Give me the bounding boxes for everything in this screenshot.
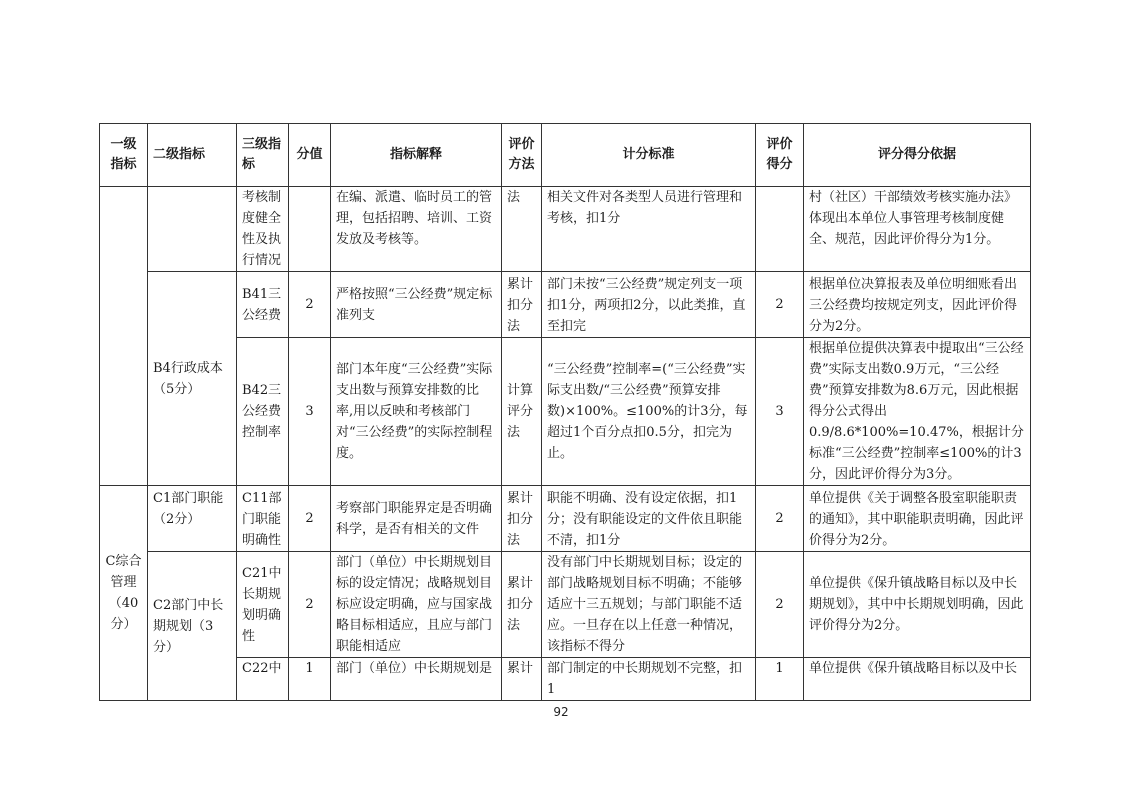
eval-score-cell [756, 187, 804, 272]
standard-cell: 部门未按“三公经费”规定列支一项扣1分，两项扣2分，以此类推，直至扣完 [542, 272, 756, 338]
header-l3: 三级指标 [237, 124, 289, 187]
l3-cell: C21中长期规划明确性 [237, 552, 289, 658]
explanation-cell: 考察部门职能界定是否明确科学，是否有相关的文件 [331, 486, 502, 552]
basis-cell: 村（社区）干部绩效考核实施办法》体现出本单位人事管理考核制度健全、规范，因此评价得分为1分。 [804, 187, 1031, 272]
table-row [100, 272, 1031, 338]
method-cell: 累计扣分法 [502, 486, 542, 552]
header-l1: 一级指标 [100, 124, 148, 187]
standard-cell: 职能不明确、没有设定依据，扣1分；没有职能设定的文件依且职能不清，扣1分 [542, 486, 756, 552]
header-standard: 计分标准 [542, 124, 756, 187]
eval-score-cell: 2 [756, 486, 804, 552]
basis-cell: 根据单位决算报表及单位明细账看出三公经费均按规定列支，因此评价得分为2分。 [804, 272, 1031, 338]
header-explanation: 指标解释 [331, 124, 502, 187]
page-number: 92 [553, 705, 569, 719]
eval-score-cell: 2 [756, 272, 804, 338]
l1-cell-b [100, 187, 148, 486]
header-l2: 二级指标 [148, 124, 237, 187]
explanation-cell: 部门（单位）中长期规划目标的设定情况；战略规划目标应设定明确，应与国家战略目标相适应，且应与部门职能相适应 [331, 552, 502, 658]
l2-cell-c1: C1部门职能（2分） [148, 486, 237, 552]
eval-score-cell: 3 [756, 338, 804, 486]
explanation-cell: 部门本年度“三公经费”实际支出数与预算安排数的比率,用以反映和考核部门对“三公经费”的实际控制程度。 [331, 338, 502, 486]
standard-cell: 部门制定的中长期规划不完整，扣1 [542, 658, 756, 701]
header-basis: 评分得分依据 [804, 124, 1031, 187]
table-row [100, 338, 1031, 486]
standard-cell: “三公经费”控制率=(“三公经费”实际支出数/“三公经费”预算安排数)×100%。≤100%的计3分，每超过1个百分点扣0.5分，扣完为止。 [542, 338, 756, 486]
table-row [100, 486, 1031, 552]
score-cell: 2 [289, 486, 331, 552]
explanation-cell: 在编、派遣、临时员工的管理，包括招聘、培训、工资发放及考核等。 [331, 187, 502, 272]
l2-cell-c2: C2部门中长期规划（3分） [148, 552, 237, 701]
basis-cell: 单位提供《保升镇战略目标以及中长 [804, 658, 1031, 701]
score-cell [289, 187, 331, 272]
header-row [100, 124, 1031, 187]
header-eval-score: 评价得分 [756, 124, 804, 187]
l3-cell: C22中 [237, 658, 289, 701]
l1-cell-c: C综合管理（40分） [100, 486, 148, 701]
score-cell: 2 [289, 552, 331, 658]
l3-cell: C11部门职能明确性 [237, 486, 289, 552]
basis-cell: 单位提供《关于调整各股室职能职责的通知》，其中职能职责明确，因此评价得分为2分。 [804, 486, 1031, 552]
method-cell: 累计扣分法 [502, 552, 542, 658]
explanation-cell: 严格按照“三公经费”规定标准列支 [331, 272, 502, 338]
method-cell: 计算评分法 [502, 338, 542, 486]
l2-cell-b4: B4行政成本（5分） [148, 272, 237, 486]
header-score: 分值 [289, 124, 331, 187]
explanation-cell: 部门（单位）中长期规划是 [331, 658, 502, 701]
standard-cell: 没有部门中长期规划目标；设定的部门战略规划目标不明确；不能够适应十三五规划；与部门职能不适应。一旦存在以上任意一种情况，该指标不得分 [542, 552, 756, 658]
score-cell: 3 [289, 338, 331, 486]
l3-cell: B42三公经费控制率 [237, 338, 289, 486]
performance-evaluation-table [99, 123, 1031, 701]
header-method: 评价方法 [502, 124, 542, 187]
method-cell: 法 [502, 187, 542, 272]
table-row [100, 187, 1031, 272]
l3-cell: B41三公经费 [237, 272, 289, 338]
basis-cell: 根据单位提供决算表中提取出“三公经费”实际支出数0.9万元，“三公经费”预算安排数为8.6万元，因此根据得分公式得出0.9/8.6*100%=10.47%，根据计分标准“三公经费”控制率≤100%的计3分，因此评价得分为3分。 [804, 338, 1031, 486]
table-row [100, 658, 1031, 701]
l2-cell-b-cont [148, 187, 237, 272]
standard-cell: 相关文件对各类型人员进行管理和考核，扣1分 [542, 187, 756, 272]
eval-score-cell: 1 [756, 658, 804, 701]
score-cell: 2 [289, 272, 331, 338]
eval-score-cell: 2 [756, 552, 804, 658]
l3-cell: 考核制度健全性及执行情况 [237, 187, 289, 272]
method-cell: 累计扣分法 [502, 272, 542, 338]
method-cell: 累计 [502, 658, 542, 701]
score-cell: 1 [289, 658, 331, 701]
basis-cell: 单位提供《保升镇战略目标以及中长期规划》，其中中长期规划明确，因此评价得分为2分。 [804, 552, 1031, 658]
table-row [100, 552, 1031, 658]
